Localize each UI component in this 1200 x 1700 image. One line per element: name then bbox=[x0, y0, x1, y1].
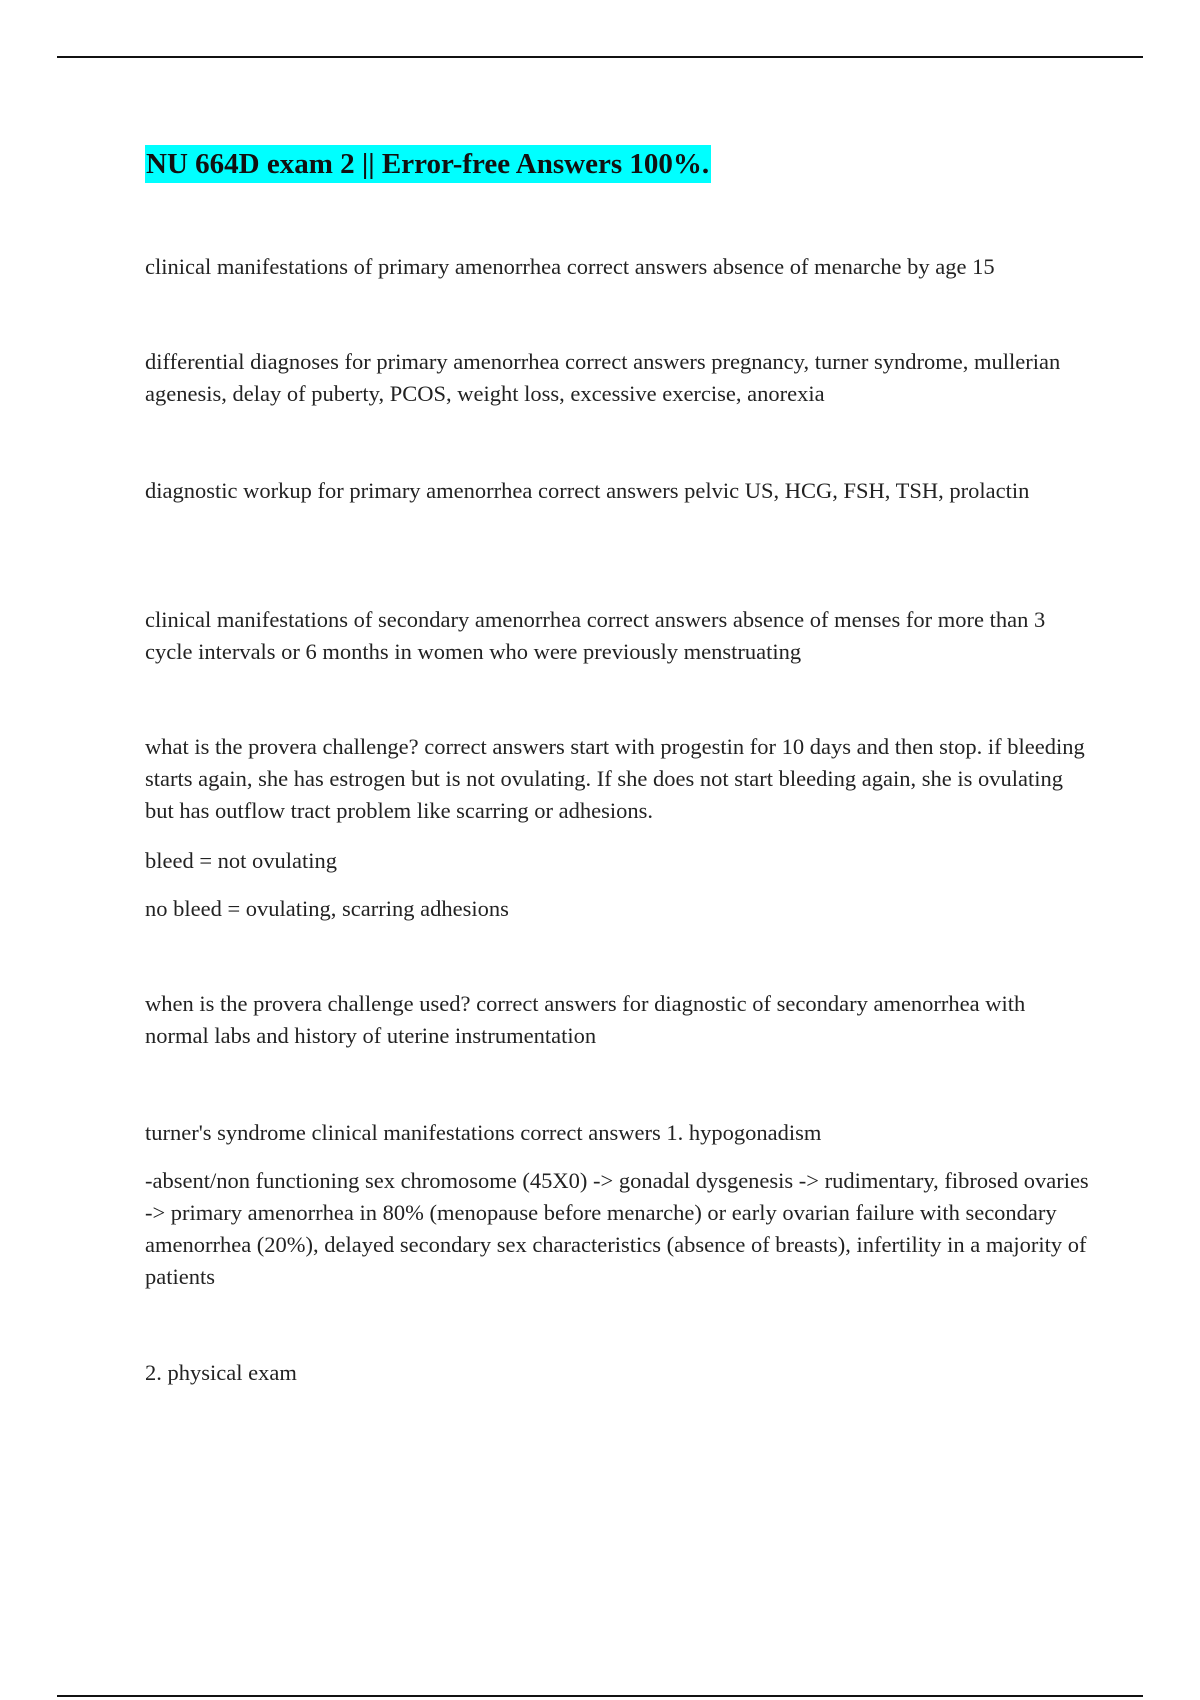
paragraph-hypogonadism-details: -absent/non functioning sex chromosome (45X0) -> gonadal dysgenesis -> rudimentary, fibrosed ovaries -> primary amenorrhea in 80% (menopause before menarche) or early ovarian failure with secondary amenorrhea (20%), delayed secondary sex characteristics (absence of breasts), infertility in a majority of patients bbox=[145, 1168, 1089, 1289]
paragraph-primary-amenorrhea-workup: diagnostic workup for primary amenorrhea correct answers pelvic US, HCG, FSH, TSH, prolactin bbox=[145, 478, 1030, 503]
paragraph-turner-manifestations: turner's syndrome clinical manifestations correct answers 1. hypogonadism bbox=[145, 1120, 822, 1145]
document-title: NU 664D exam 2 || Error-free Answers 100%. bbox=[145, 145, 711, 183]
paragraph-provera-usage: when is the provera challenge used? correct answers for diagnostic of secondary amenorrhea with normal labs and history of uterine instrumentation bbox=[145, 991, 1026, 1048]
paragraph-physical-exam: 2. physical exam bbox=[145, 1360, 297, 1385]
bottom-rule bbox=[57, 1695, 1143, 1697]
paragraph-bleed-result: bleed = not ovulating bbox=[145, 848, 338, 873]
paragraph-secondary-amenorrhea-manifestations: clinical manifestations of secondary amenorrhea correct answers absence of menses for more than 3 cycle intervals or 6 months in women who were previously menstruating bbox=[145, 607, 1046, 664]
paragraph-no-bleed-result: no bleed = ovulating, scarring adhesions bbox=[145, 896, 509, 921]
top-rule bbox=[57, 56, 1143, 58]
paragraph-primary-amenorrhea-manifestations: clinical manifestations of primary amenorrhea correct answers absence of menarche by age 15 bbox=[145, 254, 995, 279]
paragraph-provera-challenge: what is the provera challenge? correct answers start with progestin for 10 days and then stop. if bleeding starts again, she has estrogen but is not ovulating. If she does not start bleeding again, she is ovulating but has outflow tract problem like scarring or adhesions. bbox=[145, 734, 1085, 823]
paragraph-primary-amenorrhea-differential: differential diagnoses for primary amenorrhea correct answers pregnancy, turner syndrome, mullerian agenesis, delay of puberty, PCOS, weight loss, excessive exercise, anorexia bbox=[145, 349, 1061, 406]
